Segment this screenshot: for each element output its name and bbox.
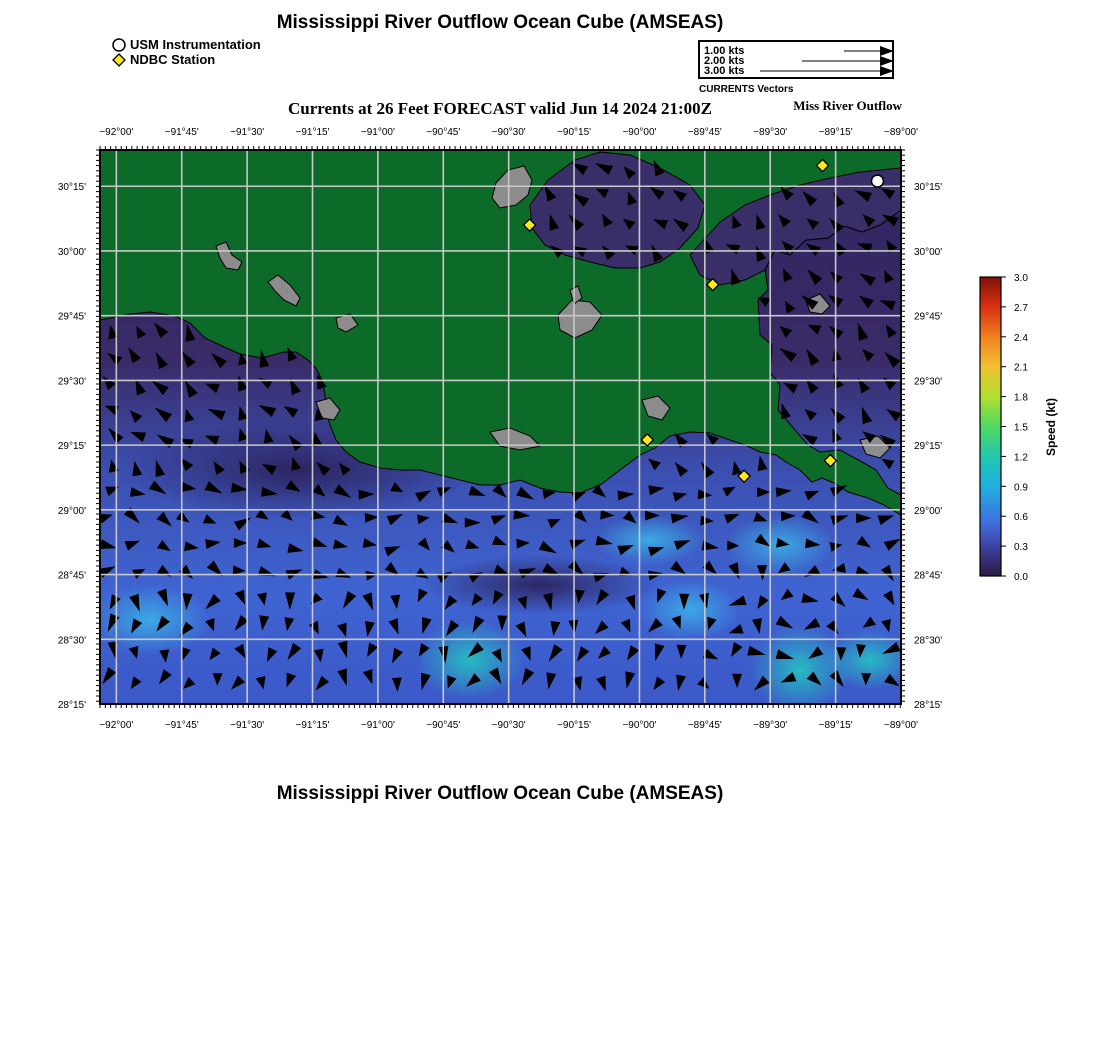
lat-tick-label-left: 29°15' [57, 441, 86, 453]
lat-tick-label-right: 29°00' [914, 505, 943, 517]
lon-tick-label-top: −90°00' [622, 127, 657, 138]
lon-tick-label-top: −90°30' [491, 127, 526, 138]
lon-tick-label-bottom: −90°45' [426, 720, 461, 731]
usm-instrument-marker [871, 175, 883, 187]
lon-tick-label-top: −90°45' [426, 127, 461, 138]
legend-usm-label: USM Instrumentation [130, 37, 261, 52]
lat-tick-label-left: 29°00' [57, 505, 86, 517]
colorbar-tick-label: 2.7 [1014, 302, 1028, 314]
lat-tick-label-right: 29°30' [914, 376, 943, 388]
lon-tick-label-top: −91°45' [164, 127, 199, 138]
colorbar-tick-label: 1.2 [1014, 452, 1028, 464]
legend-ndbc-label: NDBC Station [130, 52, 216, 67]
lon-tick-label-top: −91°00' [360, 127, 395, 138]
lon-tick-label-top: −90°15' [557, 127, 592, 138]
map-subtitle: Currents at 26 Feet FORECAST valid Jun 14 2024 21:00Z [288, 99, 712, 118]
vector-scale-2: 2.00 kts [704, 55, 745, 67]
lon-tick-label-top: −89°00' [884, 127, 918, 138]
lat-tick-label-right: 28°15' [914, 700, 943, 711]
colorbar-tick-label: 0.9 [1014, 482, 1028, 494]
map-plot-area [90, 150, 915, 715]
lon-tick-label-bottom: −90°30' [491, 720, 526, 731]
lat-axis-left [58, 182, 86, 711]
lat-axis-right [914, 182, 942, 711]
lon-tick-label-top: −89°30' [753, 127, 788, 138]
lat-tick-label-right: 29°45' [914, 311, 943, 323]
vector-scale-3: 3.00 kts [704, 65, 745, 77]
lat-tick-label-left: 30°00' [57, 246, 86, 258]
colorbar-tick-label: 0.3 [1014, 542, 1028, 554]
lon-tick-label-bottom: −91°45' [164, 720, 199, 731]
map-title: Mississippi River Outflow Ocean Cube (AMSEAS) [276, 12, 724, 33]
speed-colorbar [980, 273, 1058, 583]
lon-tick-label-bottom: −89°15' [818, 720, 853, 731]
lon-tick-label-bottom: −91°30' [230, 720, 265, 731]
colorbar-tick-label: 2.4 [1014, 332, 1028, 344]
colorbar-tick-label: 1.5 [1014, 422, 1028, 434]
colorbar-tick-label: 0.6 [1014, 512, 1028, 524]
lon-tick-label-bottom: −91°00' [360, 720, 395, 731]
lon-tick-label-top: −91°15' [295, 127, 330, 138]
lon-tick-label-top: −89°45' [687, 127, 722, 138]
lon-tick-label-top: −92°00' [99, 127, 134, 138]
colorbar-tick-label: 2.1 [1014, 362, 1028, 374]
colorbar-tick-label: 3.0 [1014, 273, 1028, 284]
region-label: Miss River Outflow [793, 98, 902, 113]
vector-scale-1: 1.00 kts [704, 45, 745, 57]
lat-tick-label-left: 28°45' [57, 570, 86, 582]
lon-tick-label-bottom: −90°15' [557, 720, 592, 731]
lat-tick-label-left: 28°15' [57, 700, 86, 711]
lon-tick-label-bottom: −91°15' [295, 720, 330, 731]
lon-tick-label-bottom: −92°00' [99, 720, 134, 731]
lon-tick-label-top: −89°15' [818, 127, 853, 138]
lon-axis-bottom [99, 720, 918, 731]
lon-tick-label-top: −91°30' [230, 127, 265, 138]
colorbar-tick-label: 1.8 [1014, 392, 1028, 404]
colorbar-title: Speed (kt) [1044, 397, 1058, 457]
lat-tick-label-right: 29°15' [914, 441, 943, 453]
lat-tick-label-left: 29°45' [57, 311, 86, 323]
lat-tick-label-left: 29°30' [57, 376, 86, 388]
colorbar-ramp [980, 277, 1001, 576]
lon-tick-label-bottom: −89°00' [884, 720, 918, 731]
lat-tick-label-left: 28°30' [57, 635, 86, 647]
vector-legend-caption: CURRENTS Vectors [699, 84, 794, 95]
lon-tick-label-bottom: −89°30' [753, 720, 788, 731]
lat-tick-label-right: 28°45' [914, 570, 943, 582]
lat-tick-label-right: 30°00' [914, 246, 943, 258]
lon-tick-label-bottom: −89°45' [687, 720, 722, 731]
lon-axis-top [99, 127, 918, 138]
bottom-title: Mississippi River Outflow Ocean Cube (AMSEAS) [276, 783, 724, 804]
lat-tick-label-left: 30°15' [57, 182, 86, 194]
lat-tick-label-right: 30°15' [914, 182, 943, 194]
lat-tick-label-right: 28°30' [914, 635, 943, 647]
lon-tick-label-bottom: −90°00' [622, 720, 657, 731]
colorbar-tick-label: 0.0 [1014, 572, 1028, 583]
